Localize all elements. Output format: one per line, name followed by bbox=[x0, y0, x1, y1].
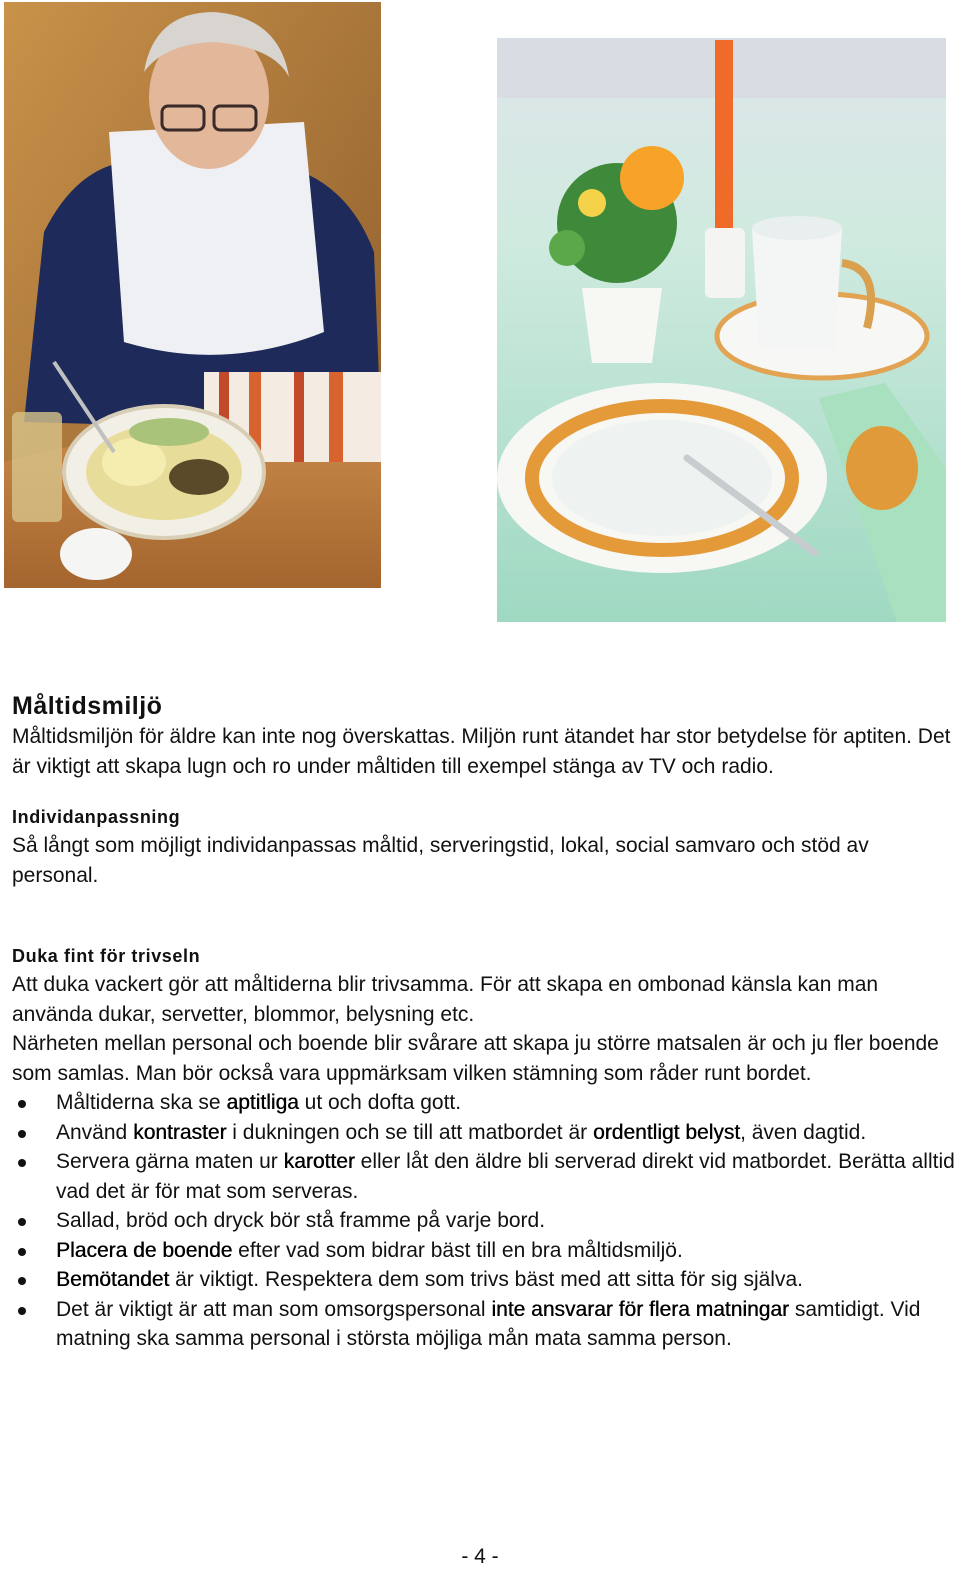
bullet-text: samtidigt. Vid matning ska samma personal i största möjliga mån mata samma person. bbox=[56, 1297, 921, 1350]
bullet-text: Sallad, bröd och dryck bör stå framme på varje bord. bbox=[56, 1209, 546, 1232]
bullet-emphasis: karotter bbox=[283, 1150, 355, 1173]
bullet-dot-icon bbox=[18, 1248, 26, 1256]
bullet-emphasis: Bemötandet bbox=[56, 1268, 170, 1291]
bullet-item bbox=[12, 1147, 957, 1206]
heading-individanpassning: Individanpassning bbox=[12, 807, 181, 827]
bullet-list bbox=[12, 1088, 957, 1354]
heading-maltidsmiljo: Måltidsmiljö bbox=[12, 692, 163, 720]
paragraph-individanpassning: Så långt som möjligt individanpassas måltid, serveringstid, lokal, social samvaro och stöd av personal. bbox=[12, 834, 869, 887]
bullet-item bbox=[12, 1206, 957, 1236]
bullet-text: ut och dofta gott. bbox=[298, 1091, 462, 1114]
bullet-dot-icon bbox=[18, 1277, 26, 1285]
bullet-emphasis: inte ansvarar för flera matningar bbox=[491, 1297, 789, 1321]
bullet-text: efter vad som bidrar bäst till en bra måltidsmiljö. bbox=[232, 1238, 683, 1262]
bullet-dot-icon bbox=[18, 1130, 26, 1138]
page-number: - 4 - bbox=[461, 1545, 499, 1568]
bullet-item bbox=[12, 1295, 957, 1354]
bullet-emphasis: ordentligt belyst bbox=[592, 1120, 741, 1144]
table-setting-photo bbox=[497, 38, 946, 622]
bullet-dot-icon bbox=[18, 1218, 26, 1226]
bullet-text: , även dagtid. bbox=[740, 1120, 867, 1144]
bullet-text: eller låt den äldre bli serverad direkt vid matbordet. Berätta alltid vad det är för mat som serveras. bbox=[56, 1150, 955, 1203]
bullet-emphasis: Placera de boende bbox=[56, 1238, 233, 1262]
main-content bbox=[12, 690, 957, 1354]
bullet-emphasis: kontraster bbox=[133, 1120, 227, 1144]
bullet-text: Servera gärna maten ur bbox=[56, 1150, 284, 1173]
bullet-item bbox=[12, 1088, 957, 1118]
heading-duka-fint: Duka fint för trivseln bbox=[12, 946, 201, 966]
bullet-dot-icon bbox=[18, 1100, 26, 1108]
paragraph-duka-1: Att duka vackert gör att måltiderna blir trivsamma. För att skapa en ombonad känsla kan man använda dukar, servetter, blommor, belysning etc. bbox=[12, 973, 879, 1026]
bullet-text: i dukningen och se till att matbordet är bbox=[226, 1120, 593, 1144]
bullet-dot-icon bbox=[18, 1159, 26, 1167]
bullet-text: Det är viktigt är att man som omsorgspersonal bbox=[56, 1297, 492, 1321]
bullet-text: är viktigt. Respektera dem som trivs bäst med att sitta för sig själva. bbox=[169, 1268, 803, 1291]
bullet-emphasis: aptitliga bbox=[226, 1091, 299, 1114]
elderly-woman-eating-photo bbox=[4, 2, 381, 588]
bullet-item bbox=[12, 1118, 957, 1148]
bullet-item bbox=[12, 1236, 957, 1266]
bullet-item bbox=[12, 1265, 957, 1295]
paragraph-maltidsmiljo: Måltidsmiljön för äldre kan inte nog överskattas. Miljön runt ätandet har stor betydelse för aptiten. Det är viktigt att skapa lugn och ro under måltiden till exempel stänga av TV och radio. bbox=[12, 725, 951, 778]
bullet-text: Måltiderna ska se bbox=[56, 1091, 227, 1114]
bullet-dot-icon bbox=[18, 1307, 26, 1315]
bullet-text: Använd bbox=[56, 1120, 134, 1144]
paragraph-duka-2: Närheten mellan personal och boende blir svårare att skapa ju större matsalen är och ju fler boende som samlas. Man bör också vara uppmärksam vilken stämning som råder runt bordet. bbox=[12, 1032, 939, 1085]
